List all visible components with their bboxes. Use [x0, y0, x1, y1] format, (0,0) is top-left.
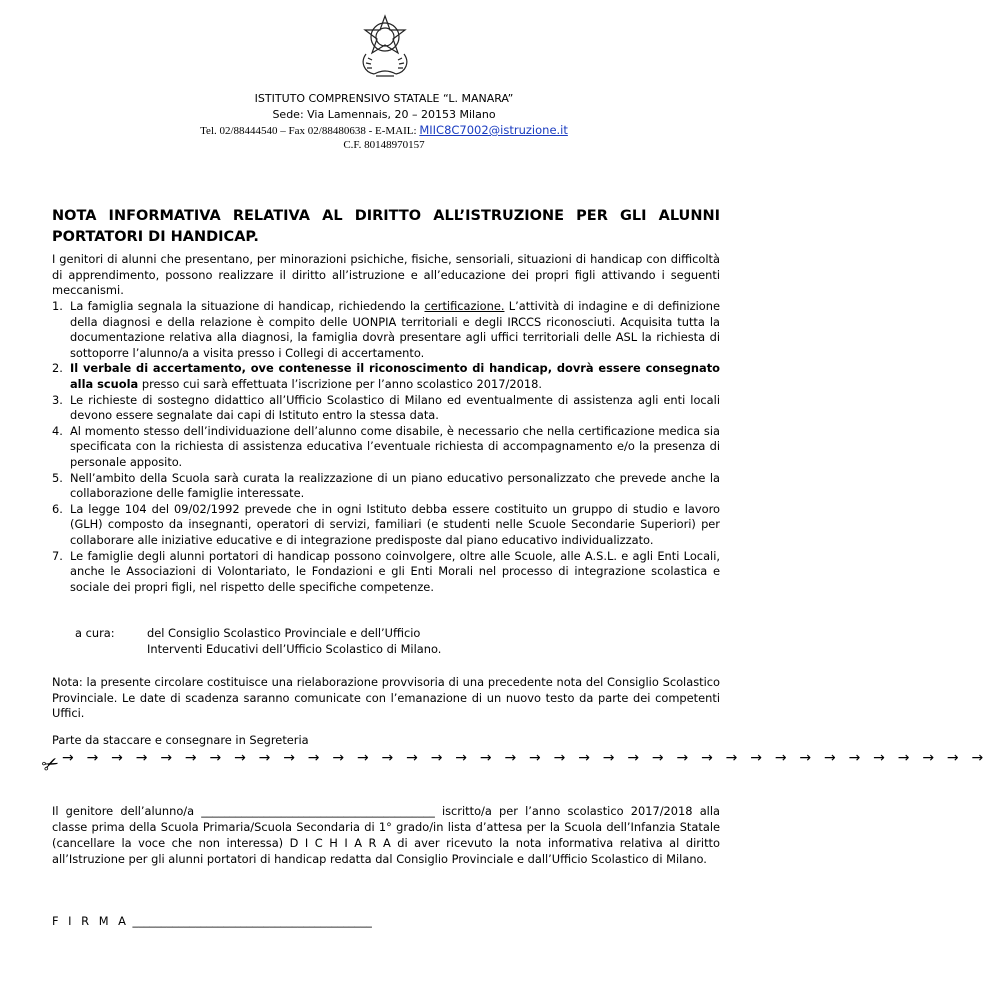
signature-field[interactable]: __________________________________________ — [128, 914, 372, 928]
item-number: 4. — [52, 423, 63, 438]
a-cura-line-1: del Consiglio Scolastico Provinciale e dell’Ufficio — [147, 626, 421, 640]
item-text-continued: presso cui sarà effettuata l’iscrizione per l’anno scolastico 2017/2018. — [138, 376, 542, 391]
nota-paragraph: Nota: la presente circolare costituisce una rielaborazione provvisoria di una precedente nota del Consiglio Scolastico Provinciale. Le date di scadenza saranno comunicate con l’emanazione di un nuovo testo da parte dei competenti Uffici. — [52, 675, 720, 721]
item-bold-text: Il verbale di accertamento, ove contenesse il riconoscimento di handicap, dovrà essere consegnato alla scuola — [70, 361, 720, 391]
item-number: 1. — [52, 299, 63, 313]
cut-label: Parte da staccare e consegnare in Segreteria — [52, 733, 309, 747]
item-number: 3. — [52, 392, 63, 407]
a-cura-block — [75, 626, 441, 657]
cut-arrow-line: → → → → → → → → → → → → → → → → → → → → → → → → → → → → → → → → → → → → → → — [62, 750, 987, 766]
signature-line — [52, 914, 372, 928]
fiscal-code: C.F. 80148970157 — [343, 139, 425, 151]
email-link[interactable]: MIIC8C7002@istruzione.it — [419, 123, 568, 137]
scissors-icon: ✂ — [37, 749, 64, 779]
list-item — [52, 424, 720, 471]
item-text: Al momento stesso dell’individuazione dell’alunno come disabile, è necessario che nella certificazione medica sia specificata con la richiesta di assistenza educativa l’eventuale richiesta di accompagnamento e/o la presenza di personale apposito. — [70, 423, 720, 469]
certificazione-term: certificazione. — [424, 299, 505, 313]
list-item — [52, 549, 720, 596]
a-cura-line-2: Interventi Educativi dell’Ufficio Scolastico di Milano. — [147, 641, 442, 656]
item-text-continued: L’attività di indagine e di definizione della diagnosi e della relazione è compito delle UONPIA territoriali e degli IRCCS riconosciuti. Acquisita tutta la documentazione relativa alla diagnosi, la famiglia dovrà presentare agli uffici territoriali delle ASL la richiesta di sottoporre l’alunno/a a visita presso i Collegi di accertamento. — [70, 299, 720, 360]
list-item — [52, 502, 720, 549]
declaration-paragraph: Il genitore dell’alunno/a _________________________________________ iscritto/a per l’anno scolastico 2017/2018 alla classe prima della Scuola Primaria/Scuola Secondaria di 1° grado/in lista d’attesa per la Scuola dell’Infanzia Statale (cancellare la voce che non interessa) D I C H I A R A di aver ricevuto la nota informativa relativa al diritto all’Istruzione per gli alunni portatori di handicap redatta dal Consiglio Provinciale e dall’Ufficio Scolastico di Milano. — [52, 804, 720, 866]
item-text: La legge 104 del 09/02/1992 prevede che in ogni Istituto debba essere costituito un gruppo di studio e lavoro (GLH) composto da insegnanti, operatori di servizi, familiari (e studenti nelle Scuole Secondarie Superiori) per collaborare alle iniziative educative e di integrazione predisposte dal piano educativo individualizzato. — [70, 501, 720, 547]
item-text: Le famiglie degli alunni portatori di handicap possono coinvolgere, oltre alle Scuole, alle A.S.L. e agli Enti Locali, anche le Associazioni di Volontariato, le Fondazioni e gli Enti Morali nel processo di integrazione scolastica e sociale dei propri figli, nel rispetto delle specifiche competenze. — [70, 548, 720, 594]
intro-paragraph: I genitori di alunni che presentano, per minorazioni psichiche, fisiche, sensoriali, situazioni di handicap con difficoltà di apprendimento, possono realizzare il diritto all’istruzione e all’educazione dei propri figli attivando i seguenti meccanismi. — [52, 252, 720, 298]
item-text: Nell’ambito della Scuola sarà curata la realizzazione di un piano educativo personalizzato che prevede anche la collaborazione delle famiglie interessate. — [70, 470, 720, 501]
list-item — [52, 299, 720, 361]
contacts-text: Tel. 02/88444540 – Fax 02/88480638 - E-MAIL: — [200, 125, 420, 137]
signature-label: F I R M A — [52, 914, 129, 928]
school-name: ISTITUTO COMPRENSIVO STATALE “L. MANARA” — [254, 92, 514, 105]
list-item — [52, 471, 720, 502]
item-text: Le richieste di sostegno didattico all’Ufficio Scolastico di Milano ed eventualmente di assistenza agli enti locali devono essere segnalate dai capi di Istituto entro la stessa data. — [70, 392, 720, 423]
school-contacts — [60, 123, 708, 139]
list-item — [52, 361, 720, 392]
italian-republic-emblem-icon — [350, 10, 420, 80]
item-number: 7. — [52, 548, 63, 563]
item-text: La famiglia segnala la situazione di handicap, richiedendo la — [70, 299, 425, 313]
document-title: NOTA INFORMATIVA RELATIVA AL DIRITTO ALL’ISTRUZIONE PER GLI ALUNNI PORTATORI DI HANDICAP. — [52, 208, 720, 245]
list-item — [52, 393, 720, 424]
school-address: Sede: Via Lamennais, 20 – 20153 Milano — [272, 108, 496, 121]
item-number: 6. — [52, 501, 63, 516]
item-number: 5. — [52, 470, 63, 485]
item-number: 2. — [52, 361, 63, 376]
a-cura-label: a cura: — [75, 626, 115, 640]
procedure-list — [52, 299, 720, 595]
